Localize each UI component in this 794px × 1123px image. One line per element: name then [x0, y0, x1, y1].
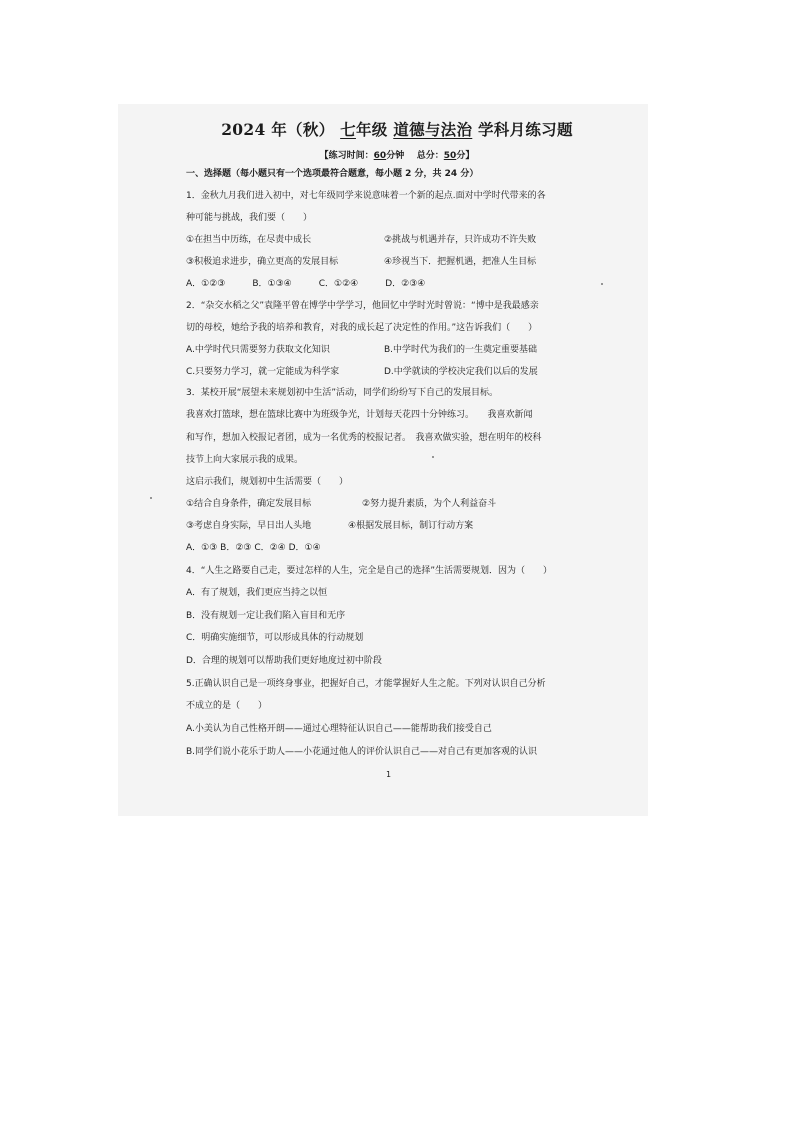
q2-option-a: A.中学时代只需要努力获取文化知识: [186, 345, 330, 355]
q1-item-4: ④珍视当下．把握机遇，把准人生目标: [384, 257, 537, 267]
q2-option-c: C.只要努力学习，就一定能成为科学家: [186, 367, 340, 377]
q3-stem-1: 3．某校开展“展望未来规划初中生活”活动，同学们纷纷写下自己的发展目标。: [186, 388, 499, 398]
scan-speck: [150, 497, 152, 499]
q4-option-a: A．有了规划，我们更应当持之以恒: [186, 588, 328, 598]
score-close: 分】: [456, 151, 475, 161]
q4-option-c: C．明确实施细节，可以形成具体的行动规划: [186, 633, 364, 643]
q2-stem-2: 切的母校，她给予我的培养和教育，对我的成长起了决定性的作用。”这告诉我们（ ）: [186, 323, 538, 333]
q3-item-3: ③考虑自身实际，早日出人头地: [186, 521, 312, 531]
q3-stem-5: 这启示我们，规划初中生活需要（ ）: [186, 477, 349, 487]
q3-item-1: ①结合自身条件，确定发展目标: [186, 499, 312, 509]
scan-speck: [601, 283, 603, 285]
q1-item-2: ②挑战与机遇并存，只许成功不许失败: [384, 235, 537, 245]
q4-stem: 4．“人生之路要自己走，要过怎样的人生，完全是自己的选择”生活需要规划．因为（ ）: [186, 566, 553, 576]
q1-stem-1: 1．金秋九月我们进入初中，对七年级同学来说意味着一个新的起点.面对中学时代带来的各: [186, 191, 546, 201]
q2-stem-1: 2．“杂交水稻之父”袁隆平曾在博学中学学习，他回忆中学时光时曾说：“博中是我最感亲: [186, 301, 539, 311]
info-open: 【练习时间：: [319, 151, 374, 161]
page-title: [0, 118, 794, 140]
exam-info: [0, 148, 794, 161]
score-label: 总分：: [416, 151, 444, 161]
q3-stem-3: 和写作，想加入校报记者团，成为一名优秀的校报记者。 我喜欢做实验，想在明年的校科: [186, 433, 542, 443]
q2-option-b: B.中学时代为我们的一生奠定重要基础: [384, 345, 538, 355]
q1-item-1: ①在担当中历练，在尽责中成长: [186, 235, 312, 245]
q4-option-b: B．没有规划一定让我们陷入盲目和无序: [186, 611, 346, 621]
q5-option-b: B.同学们说小花乐于助人——小花通过他人的评价认识自己——对自己有更加客观的认识: [186, 747, 538, 757]
q3-item-4: ④根据发展目标，制订行动方案: [348, 521, 474, 531]
score-value: 50: [443, 151, 457, 161]
title-suffix: 学科月练习题: [477, 120, 573, 139]
q1-options: A．①②③ B．①③④ C．①②④ D．②③④: [186, 279, 426, 289]
q3-stem-4: 技节上向大家展示我的成果。: [186, 455, 304, 465]
q3-item-2: ②努力提升素质，为个人利益奋斗: [362, 499, 497, 509]
time-value: 60: [373, 151, 387, 161]
q5-stem-2: 不成立的是（ ）: [186, 701, 268, 711]
q1-stem-2: 种可能与挑战，我们要（ ）: [186, 213, 313, 223]
q5-option-a: A.小美认为自己性格开朗——通过心理特征认识自己——能帮助我们接受自己: [186, 724, 492, 734]
q2-option-d: D.中学就读的学校决定我们以后的发展: [384, 367, 538, 377]
q5-stem-1: 5.正确认识自己是一项终身事业，把握好自己，才能掌握好人生之舵。下列对认识自己分析: [186, 679, 546, 689]
title-grade: 七: [340, 120, 356, 139]
q1-item-3: ③积极追求进步，确立更高的发展目标: [186, 257, 339, 267]
time-unit: 分钟: [386, 151, 405, 161]
title-prefix: 2024 年（秋）: [221, 120, 335, 139]
page-number: 1: [386, 770, 392, 779]
q3-stem-2: 我喜欢打篮球，想在篮球比赛中为班级争光，计划每天花四十分钟练习。 我喜欢新闻: [186, 410, 533, 420]
scan-speck: [432, 456, 434, 458]
title-subject: 道德与法治: [393, 120, 473, 139]
q4-option-d: D．合理的规划可以帮助我们更好地度过初中阶段: [186, 656, 382, 666]
title-grade-suffix: 年级: [355, 120, 388, 139]
q3-options: A．①③ B．②③ C．②④ D．①④: [186, 543, 321, 553]
section-title: 一、选择题（每小题只有一个选项最符合题意，每小题 2 分，共 24 分）: [186, 169, 479, 179]
